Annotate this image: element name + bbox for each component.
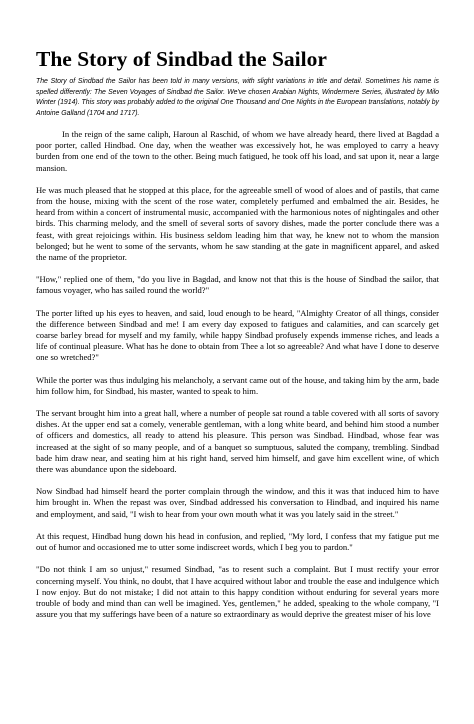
paragraph: In the reign of the same caliph, Haroun al Raschid, of whom we have already heard, there lived at Bagdad a poor porter, called Hindbad. One day, when the weather was excessively hot, he was employed to carry a heavy burden from one end of the town to the other. Being much fatigued, he took off his load, and sat upon it, near a large mansion. — [36, 129, 439, 173]
paragraph: At this request, Hindbad hung down his head in confusion, and replied, "My lord, I confess that my fatigue put me out of humor and occasioned me to utter some indiscreet words, which I beg you to pardon." — [36, 530, 439, 553]
paragraph: The servant brought him into a great hall, where a number of people sat round a table covered with all sorts of savory dishes. At the upper end sat a comely, venerable gentleman, with a long white beard, and behind him stood a number of officers and domestics, all ready to attend his pleasure. This person was Sindbad. Hindbad, whose fear was increased at the sight of so many people, and of a banquet so sumptuous, saluted the company, trembling. Sindbad bade him draw near, and seating him at his right hand, served him himself, and gave him excellent wine, of which there was abundance upon the sideboard. — [36, 408, 439, 475]
paragraph: "Do not think I am so unjust," resumed Sindbad, "as to resent such a complaint. But I must rectify your error concerning myself. You think, no doubt, that I have acquired without labor and trouble the ease and indulgence which I now enjoy. But do not mistake; I did not attain to this happy condition without enduring for several years more trouble of body and mind than can well be imagined. Yes, gentlemen," he added, speaking to the whole company, "I assure you that my sufferings have been of a nature so extraordinary as would deprive the greatest miser of his love — [36, 564, 439, 620]
document-page — [36, 46, 439, 631]
paragraph: "How," replied one of them, "do you live in Bagdad, and know not that this is the house of Sindbad the sailor, that famous voyager, who has sailed round the world?" — [36, 274, 439, 296]
intro-note: The Story of Sindbad the Sailor has been told in many versions, with slight variations in title and detail. Sometimes his name is spelled differently: The Seven Voyages of Sindbad the Sailor. We've chosen Arabian Nights, Windermere Series, illustrated by Milo Winter (1914). This story was probably added to the original One Thousand and One Nights in the European translations, notably by Antoine Galland (1704 and 1717). — [36, 78, 439, 117]
paragraph: Now Sindbad had himself heard the porter complain through the window, and this it was that induced him to have him brought in. When the repast was over, Sindbad addressed his conversation to Hindbad, and inquired his name and employment, and said, "I wish to hear from your own mouth what it was you lately said in the street." — [36, 486, 439, 519]
paragraph: The porter lifted up his eyes to heaven, and said, loud enough to be heard, "Almighty Creator of all things, consider the difference between Sindbad and me! I am every day exposed to fatigues and calamities, and can scarcely get coarse barley bread for myself and my family, while happy Sindbad profusely expends immense riches, and leads a life of continual pleasure. What has he done to obtain from Thee a lot so agreeable? And what have I done to deserve one so wretched?" — [36, 307, 439, 363]
paragraph: He was much pleased that he stopped at this place, for the agreeable smell of wood of aloes and of pastils, that came from the house, mixing with the scent of the rose water, completely perfumed and embalmed the air. Besides, he heard from within a concert of instrumental music, accompanied with the harmonious notes of nightingales and other birds. This charming melody, and the smell of several sorts of savory dishes, made the porter conclude there was a feast, with great rejoicings within. His business seldom leading him that way, he knew not to whom the mansion belonged; but he went to some of the servants, whom he saw standing at the gate in magnificent apparel, and asked the name of the proprietor. — [36, 184, 439, 263]
paragraph: While the porter was thus indulging his melancholy, a servant came out of the house, and taking him by the arm, bade him follow him, for Sindbad, his master, wanted to speak to him. — [36, 374, 439, 396]
document-title: The Story of Sindbad the Sailor — [36, 47, 327, 71]
